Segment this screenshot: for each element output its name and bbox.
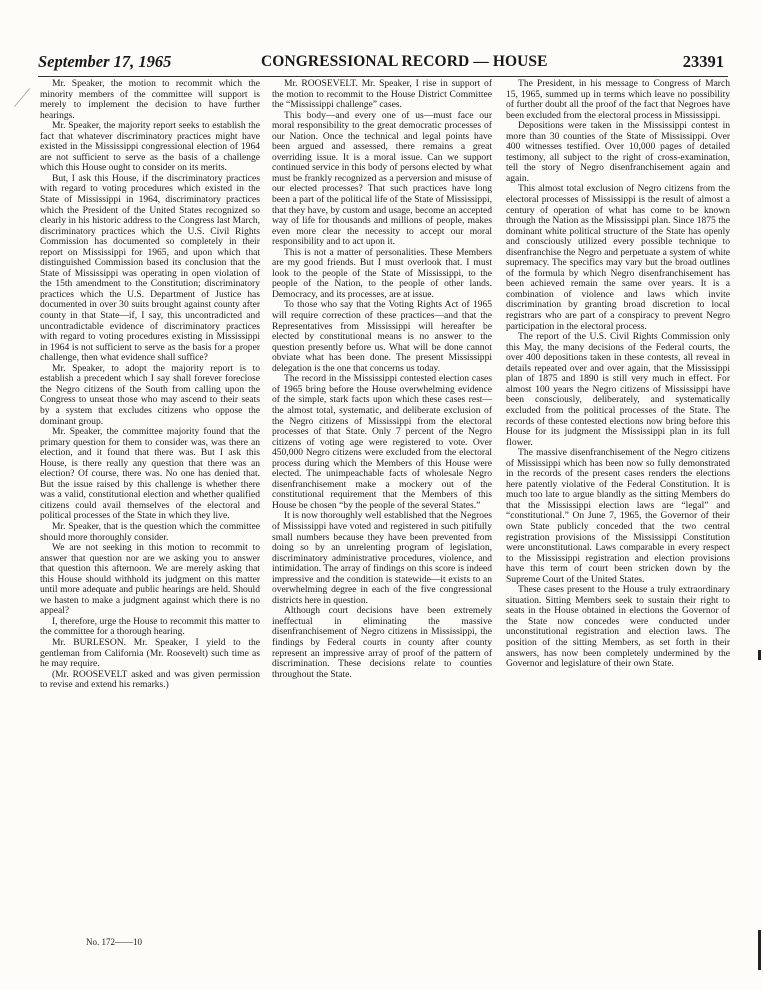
header-title: CONGRESSIONAL RECORD — HOUSE [261,53,548,70]
paragraph: Mr. Speaker, to adopt the majority report is to establish a precedent which I say shall forever foreclose the Negro citizens of the South from calling upon the Congress to unseat those who may ascend to their seats by a system that excludes citizens who oppose the dominant group. [40,362,260,427]
paragraph: Although court decisions have been extremely ineffectual in eliminating the massive disenfranchisement of Negro citizens in Mississippi, the findings by Federal courts in county after county represent an impressive array of proof of the pattern of discrimination. These decisions relate to counties throughout the State. [272,605,492,680]
paragraph: The report of the U.S. Civil Rights Commission only this May, the many decisions of the Federal courts, the over 400 depositions taken in these contests, all reveal in details repeated over and over again, that the Mississippi plan of 1875 and 1890 is still very much in effect. For almost 100 years the Negro citizens of Mississippi have been consciously, deliberately, and systematically excluded from the political processes of the State. The records of these contested elections now bring before this House for its judgment the Mississippi plan in its full flower. [506,331,730,448]
page-header [38,52,728,77]
paragraph: Mr. ROOSEVELT. Mr. Speaker, I rise in support of the motion to recommit to the House District Committee the “Mississippi challenge” cases. [272,78,492,111]
scan-edge-mark [758,650,761,660]
paragraph: Mr. Speaker, that is the question which the committee should more thoroughly consider. [40,520,260,543]
paragraph: I, therefore, urge the House to recommit this matter to the committee for a thorough hearing. [40,615,260,638]
paragraph: Mr. Speaker, the motion to recommit which the minority members of the committee will support is merely to implement the decision to have further hearings. [40,78,260,121]
scan-edge-mark [758,930,761,970]
paragraph: The President, in his message to Congress of March 15, 1965, summed up in terms which leave no possibility of further doubt all the proof of the fact that Negroes have been excluded from the electoral process in Mississippi. [506,78,730,121]
pen-mark [14,88,41,116]
text-column-1 [40,79,260,691]
paragraph: But, I ask this House, if the discriminatory practices with regard to voting procedures which existed in the State of Mississippi in 1964, discriminatory practices which the President of the United States recognized so clearly in his historic address to the Congress last March, discriminatory practices which the U.S. Civil Rights Commission has documented so completely in their report on Mississippi for 1965, and upon which that distinguished Commission based its conclusion that the State of Mississippi was operating in open violation of the 15th amendment to the Constitution; discriminatory practices which the U.S. Department of Justice has documented in over 30 suits brought against county after county in that State—if, I say, this uncontradicted and uncontradictable evidence of discriminatory practices with regard to voting procedures existing in Mississippi in 1964 is not sufficient to serve as the basis for a proper challenge, then what evidence shall suffice? [40,172,260,364]
text-column-2 [272,79,492,680]
paragraph: This is not a matter of personalities. These Members are my good friends. But I must overlook that. I must look to the people of the State of Mississippi, to the people of the Nation, to the people of other lands. Democracy, and its processes, are at issue. [272,246,492,300]
header-date: September 17, 1965 [38,52,172,71]
paragraph: To those who say that the Voting Rights Act of 1965 will require correction of these practices—and that the Representatives from Mississippi will hereafter be elected by constitutional means is no answer to the question presently before us. What will be done cannot obviate what has been done. The present Mississippi delegation is the one that concerns us today. [272,299,492,374]
paragraph: Depositions were taken in the Mississippi contest in more than 30 counties of the State of Mississippi. Over 400 witnesses testified. Over 10,000 pages of detailed testimony, all subject to the right of cross-examination, tell the story of Negro disenfranchisement again and again. [506,120,730,184]
paragraph: (Mr. ROOSEVELT asked and was given permission to revise and extend his remarks.) [40,668,260,691]
paragraph: The record in the Mississippi contested election cases of 1965 bring before the House overwhelming evidence of the simple, stark facts upon which these cases rest—the almost total, systematic, and deliberate exclusion of the Negro citizens of Mississippi from the electoral processes of that State. Only 7 percent of the Negro citizens of voting age were registered to vote. Over 450,000 Negro citizens were excluded from the electoral process during which the Members of this House were elected. The unimpeachable facts of wholesale Negro disenfranchisement make a mockery out of the constitutional requirement that the Members of this House be chosen “by the people of the several States.” [272,373,492,511]
paragraph: Mr. Speaker, the committee majority found that the primary question for them to consider was, was there an election, and it found that there was. But I ask this House, is there really any question that there was an election? Of course, there was. No one has denied that. But the issue raised by this challenge is whether there was a valid, constitutional election and whether qualified citizens could avail themselves of the electoral and political processes of the State in which they live. [40,426,260,522]
text-column-3 [506,79,730,670]
paragraph: Mr. Speaker, the majority report seeks to establish the fact that whatever discriminatory practices might have existed in the Mississippi congressional election of 1964 are not sufficient to serve as the basis of a challenge which this House ought to consider on its merits. [40,120,260,174]
paragraph: Mr. BURLESON. Mr. Speaker, I yield to the gentleman from California (Mr. Roosevelt) such time as he may require. [40,636,260,670]
paragraph: The massive disenfranchisement of the Negro citizens of Mississippi which has been now so fully demonstrated in the records of the present cases renders the elections here patently violative of the Federal Constitution. It is much too late to argue blandly as the sitting Members do that the Mississippi election laws are “legal” and “constitutional.” On June 7, 1965, the Governor of their own State publicly conceded that the two central registration provisions of the Mississippi Constitution were unconstitutional. Laws comparable in every respect to the Mississippi registration and election provisions have this term of court been stricken down by the Supreme Court of the United States. [506,447,730,585]
page-footer: No. 172——10 [86,937,142,947]
paragraph: We are not seeking in this motion to recommit to answer that question nor are we asking you to answer that question this afternoon. We are merely asking that this House should withhold its judgment on this matter until more adequate and public hearings are held. Should we hasten to make a judgment against which there is no appeal? [40,542,260,617]
paragraph: It is now thoroughly well established that the Negroes of Mississippi have voted and registered in such pitifully small numbers because they have been prevented from doing so by an unrelenting program of legislation, discriminatory administrative procedures, violence, and intimidation. The array of findings on this score is indeed impressive and the condition is statewide—it exists to an overwhelming degree in each of the five congressional districts here in question. [272,510,492,606]
paragraph: This almost total exclusion of Negro citizens from the electoral processes of Mississippi is the result of almost a century of operation of what has come to be known through the Nation as the Mississippi plan. Since 1875 the dominant white political structure of the State has openly and consciously utilized every possible technique to disenfranchise the Negro and perpetuate a system of white supremacy. The specifics may vary but the broad outlines of the formula by which Negro disenfranchisement has been achieved remain the same over years. It is a combination of violence and laws which invite discrimination by granting broad discretion to local registrars who are part of a conspiracy to prevent Negro participation in the electoral process. [506,183,730,332]
paragraph: These cases present to the House a truly extraordinary situation. Sitting Members seek to sustain their right to seats in the House obtained in elections the Governor of the State now concedes were conducted under unconstitutional registration and election laws. The position of the sitting Members, as set forth in their answers, has now been completely undermined by the Governor and legislature of their own State. [506,584,730,670]
header-page-number: 23391 [682,52,724,71]
paragraph: This body—and every one of us—must face our moral responsibility to the great democratic processes of our Nation. Once the technical and legal points have been argued and assessed, there remains a great overriding issue. It is a moral issue. Can we support continued service in this body of persons elected by what must be frankly recognized as a perversion and misuse of our elected processes? That such practices have long been a part of the political life of the State of Mississippi, that they have, by custom and usage, become an accepted way of life for thousands and millions of people, makes even more clear the necessity to accept our moral responsibility and to act upon it. [272,109,492,248]
